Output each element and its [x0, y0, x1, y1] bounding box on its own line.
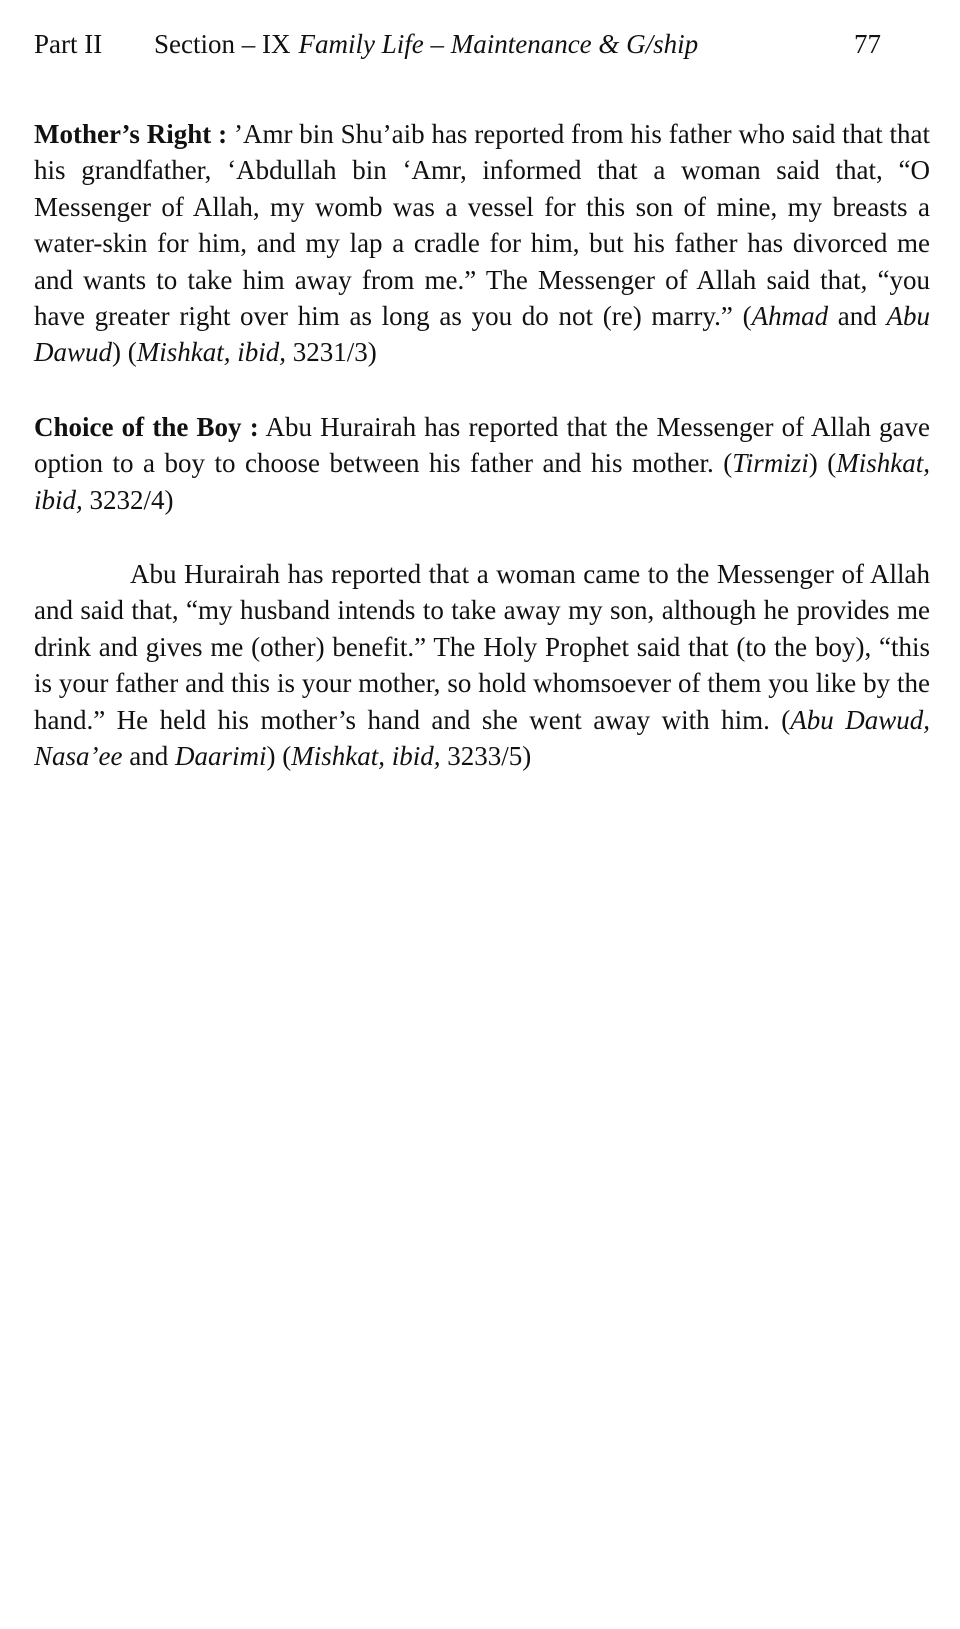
source-citation: Mishkat, ibid, — [291, 741, 441, 772]
paragraph-text: ) ( — [266, 741, 292, 772]
paragraph-text: Abu Hurairah has reported that a woman came to the Messenger of Allah and said that, “my husband intends to take away my son, although he provides me drink and gives me (other) benefit.” The Holy Prophet said that (to the boy), “this is your father and this is your mother, so hold whomsoever of them you like by the hand.” He held his mother’s hand and she went away with him. ( — [34, 559, 930, 735]
paragraph-text: 3232/4) — [82, 484, 174, 515]
paragraph-abu-hurairah-report — [34, 556, 930, 774]
paragraph-text: and — [828, 301, 887, 332]
page-number: 77 — [854, 29, 881, 59]
source-citation: Abu Dawud, Nasa’ee — [34, 704, 931, 772]
header-chapter: Family Life – Maintenance & G/ship — [298, 29, 699, 59]
paragraph-choice-of-the-boy — [34, 409, 930, 518]
paragraph-text: and — [122, 741, 175, 772]
source-citation: Mishkat, ibid, — [34, 448, 930, 515]
source-citation: Mishkat, ibid, — [136, 337, 286, 368]
paragraph-heading: Choice of the Boy : — [34, 411, 259, 442]
book-page — [34, 22, 930, 813]
header-section-title — [154, 22, 698, 66]
paragraph-text: 3231/3) — [286, 337, 377, 368]
source-citation: Tirmizi — [732, 448, 809, 479]
paragraph-text: ’Amr bin Shu’aib has reported from his father who said that that his grandfather, ‘Abdullah bin ‘Amr, informed that a woman said that, “O Messenger of Allah, my womb was a vessel for this son of mine, my breasts a water-skin for him, and my lap a cradle for him, but his father has divorced me and wants to take him away from me.” The Messenger of Allah said that, “you have greater right over him as long as you do not (re) marry.” ( — [34, 119, 930, 332]
paragraph-text: ) ( — [112, 337, 137, 368]
paragraph-text: Abu Hurairah has reported that the Messenger of Allah gave option to a boy to choose between his father and his mother. ( — [34, 411, 930, 479]
source-citation: Daarimi — [174, 741, 267, 772]
paragraph-text: ) ( — [808, 448, 837, 479]
header-section: Section – IX — [154, 29, 291, 59]
source-citation: Ahmad — [751, 301, 829, 332]
paragraph-mothers-right — [34, 116, 930, 371]
paragraph-heading: Mother’s Right : — [34, 119, 228, 149]
header-part: Part II — [34, 29, 103, 59]
paragraph-text: 3233/5) — [440, 741, 532, 772]
body-text — [34, 116, 930, 775]
running-header — [34, 22, 930, 66]
source-citation: Abu Dawud — [34, 301, 930, 368]
